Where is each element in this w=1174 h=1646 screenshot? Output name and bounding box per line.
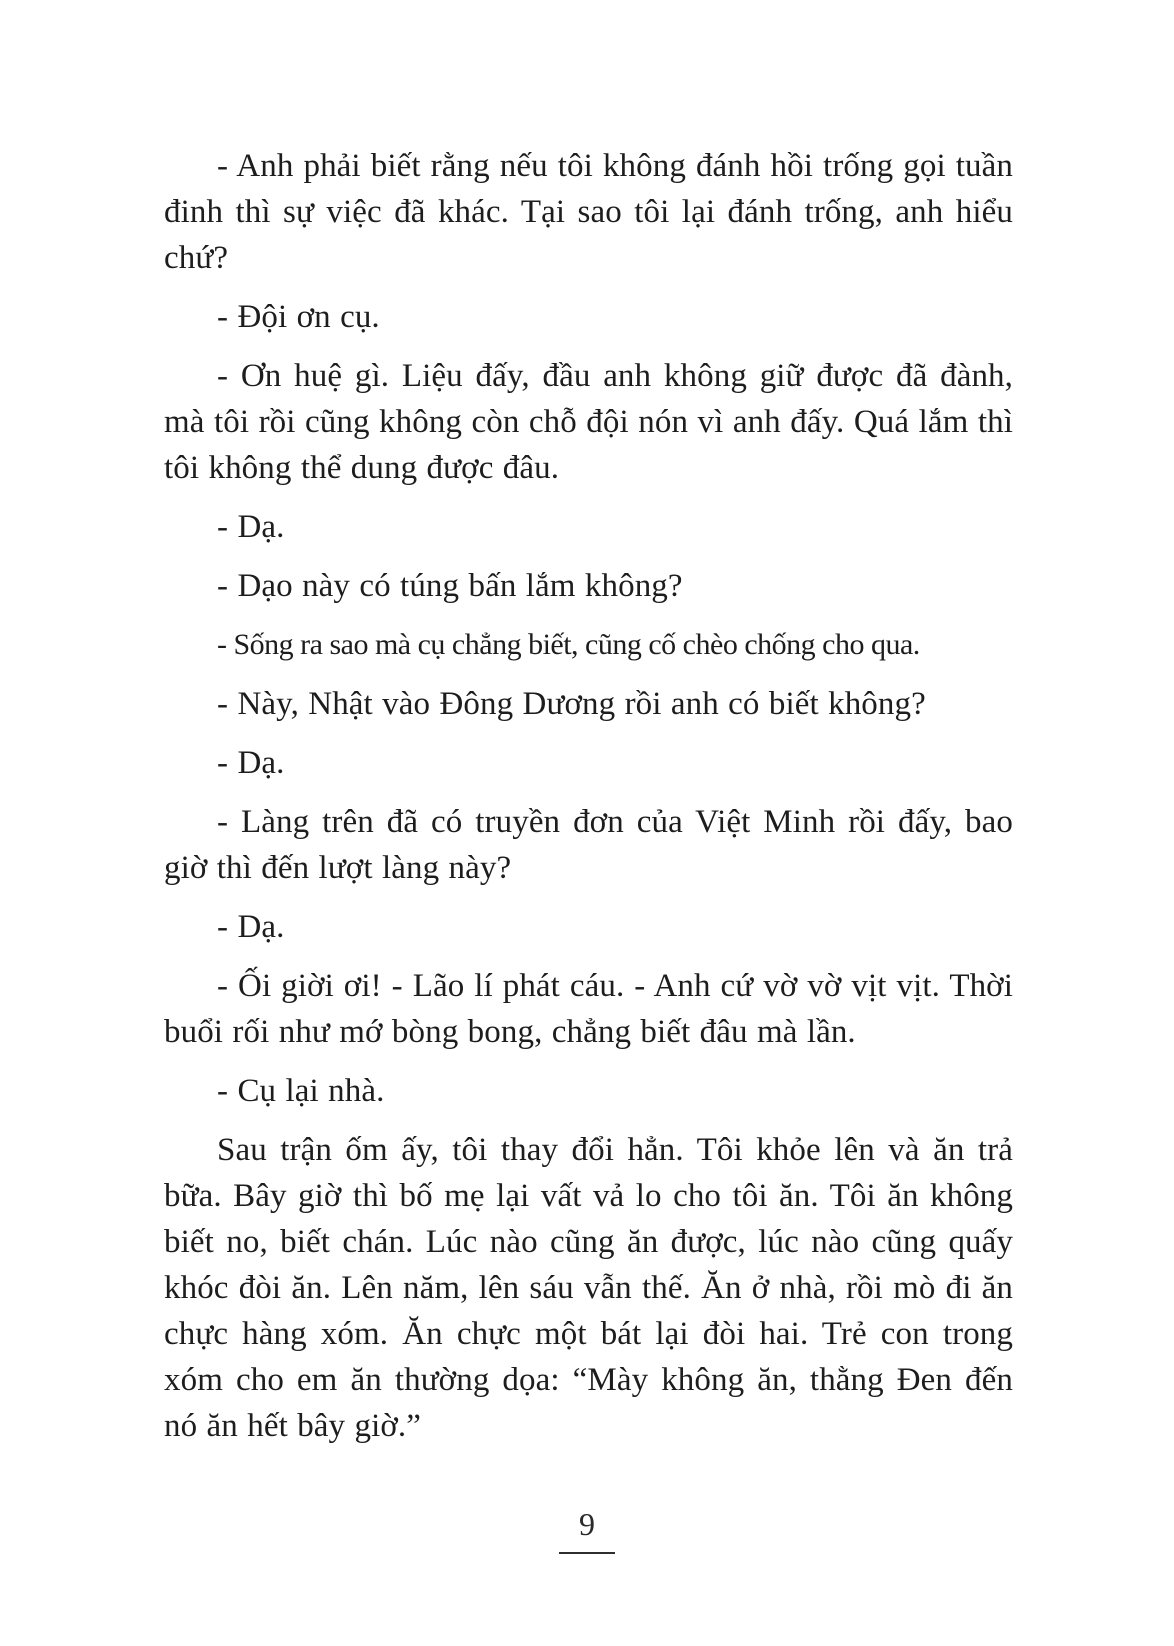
paragraph: Sau trận ốm ấy, tôi thay đổi hẳn. Tôi khỏe lên và ăn trả bữa. Bây giờ thì bố mẹ lại vất vả lo cho tôi ăn. Tôi ăn không biết no, biết chán. Lúc nào cũng ăn được, lúc nào cũng quấy khóc đòi ăn. Lên năm, lên sáu vẫn thế. Ăn ở nhà, rồi mò đi ăn chực hàng xóm. Ăn chực một bát lại đòi hai. Trẻ con trong xóm cho em ăn thường dọa: “Mày không ăn, thằng Đen đến nó ăn hết bây giờ.” <box>164 1132 1013 1444</box>
paragraph: - Dạ. <box>217 909 285 945</box>
paragraph: - Ơn huệ gì. Liệu đấy, đầu anh không giữ được đã đành, mà tôi rồi cũng không còn chỗ đội nón vì anh đấy. Quá lắm thì tôi không thể dung được đâu. <box>164 358 1013 486</box>
paragraph: - Dạo này có túng bấn lắm không? <box>217 568 683 604</box>
page-footer <box>0 1506 1174 1554</box>
paragraph: - Đội ơn cụ. <box>217 299 380 335</box>
page-number: 9 <box>579 1506 595 1542</box>
page-text <box>164 143 1013 1462</box>
paragraph: - Dạ. <box>217 509 285 545</box>
page-number-rule <box>559 1552 615 1554</box>
paragraph: - Anh phải biết rằng nếu tôi không đánh hồi trống gọi tuần đinh thì sự việc đã khác. Tại sao tôi lại đánh trống, anh hiểu chứ? <box>164 148 1013 276</box>
paragraph: - Cụ lại nhà. <box>217 1073 385 1109</box>
paragraph: - Ối giời ơi! - Lão lí phát cáu. - Anh cứ vờ vờ vịt vịt. Thời buổi rối như mớ bòng bong, chẳng biết đâu mà lần. <box>164 968 1013 1050</box>
paragraph: - Sống ra sao mà cụ chẳng biết, cũng cố chèo chống cho qua. <box>217 628 920 661</box>
paragraph: - Này, Nhật vào Đông Dương rồi anh có biết không? <box>217 686 926 722</box>
paragraph: - Làng trên đã có truyền đơn của Việt Minh rồi đấy, bao giờ thì đến lượt làng này? <box>164 804 1013 886</box>
paragraph: - Dạ. <box>217 745 285 781</box>
